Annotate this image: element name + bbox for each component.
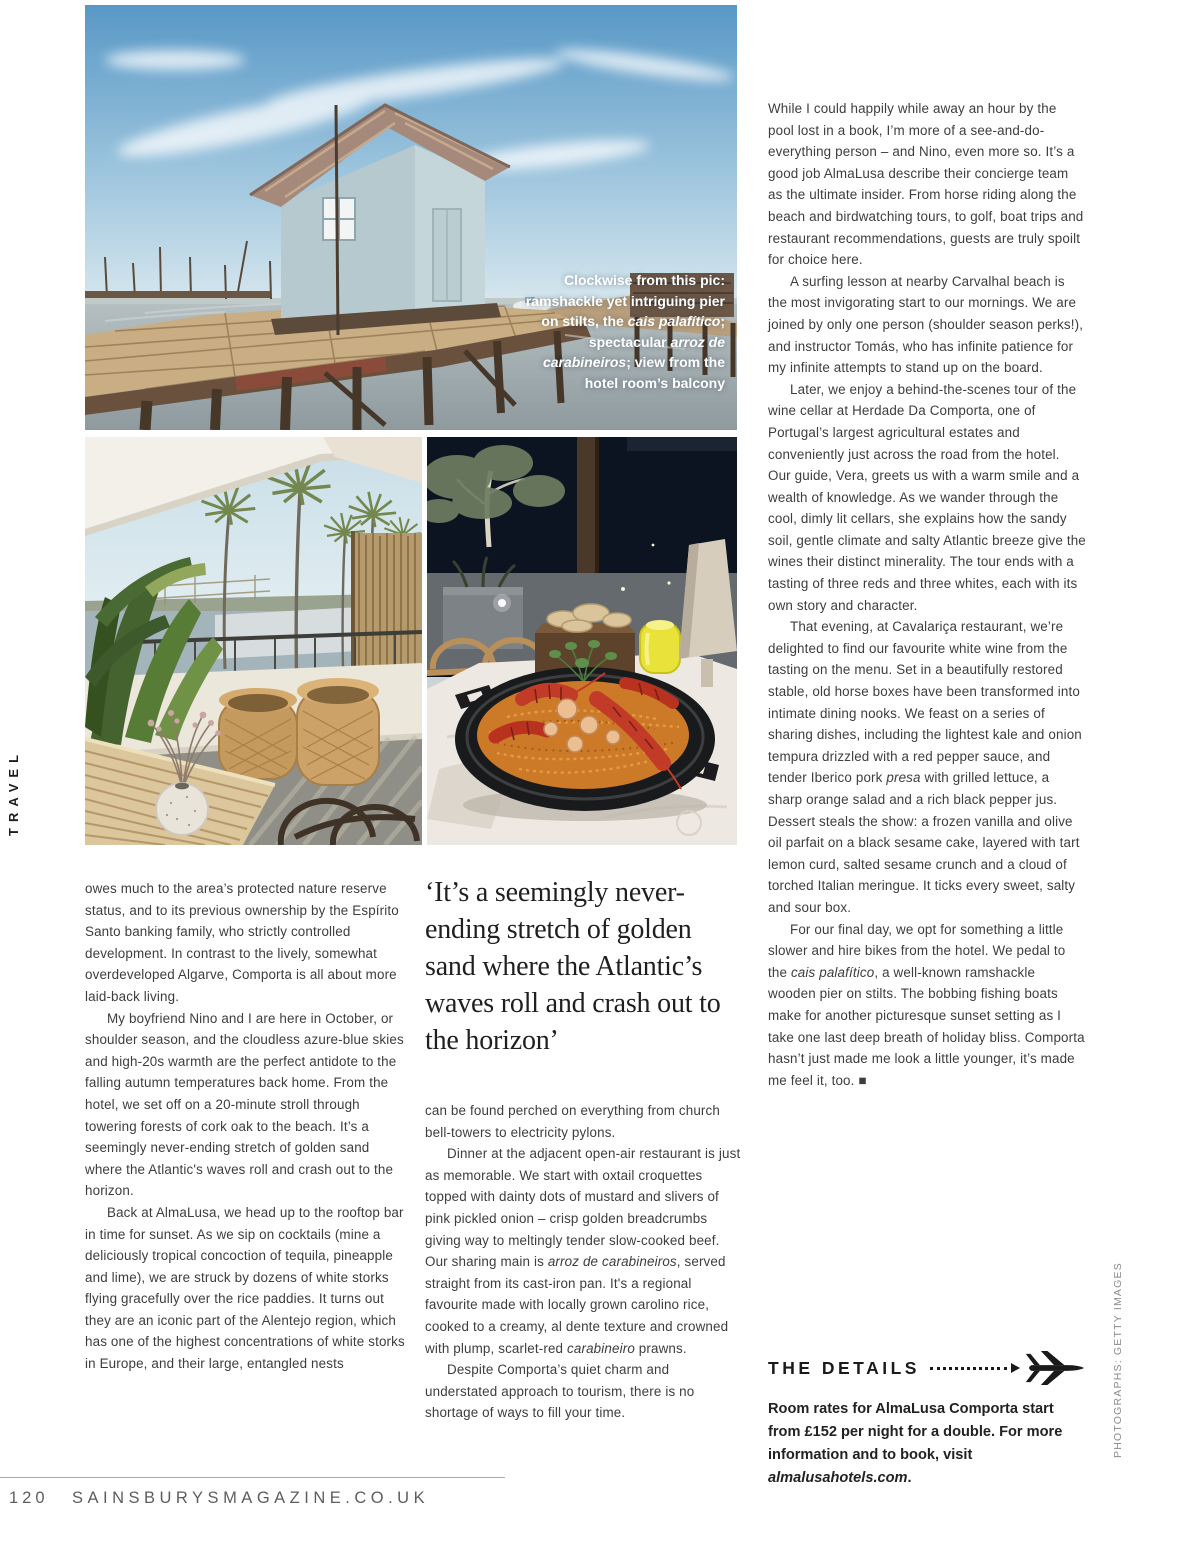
body-paragraph: That evening, at Cavalariça restaurant, we’re delighted to find our favourite white wine from the tasting on the menu. Set in a beautifully restored stable, old horse boxes have been transformed into intimate dining nooks. We feast on a series of sharing dishes, including the lightest kale and onion tempura drizzled with a red pepper sauce, and tender Iberico pork presa with grilled lettuce, a sharp orange salad and a rich black pepper jus. Dessert steals the show: a frozen vanilla and olive oil parfait on a black sesame cake, layered with tart lemon curd, salted sesame crunch and a cloud of torched Italian meringue. It ticks every sweet, salty and sour box. <box>768 619 1082 915</box>
photo-dish <box>427 437 737 845</box>
magazine-website: SAINSBURYSMAGAZINE.CO.UK <box>72 1489 430 1507</box>
airplane-icon <box>1022 1346 1088 1390</box>
body-paragraph: My boyfriend Nino and I are here in October, or shoulder season, and the cloudless azure-blue skies and high-20s warmth are the perfect antidote to the falling autumn temperatures back home. From the hotel, we set off on a 20-minute stroll through towering forests of cork oak to the beach. It’s a seemingly never-ending stretch of golden sand where the Atlantic's waves roll and crash out to the horizon. <box>85 1010 404 1199</box>
photo-credit: PHOTOGRAPHS: GETTY IMAGES <box>1112 1262 1124 1458</box>
pull-quote: ‘It’s a seemingly never-ending stretch of golden sand where the Atlantic’s waves roll and crash out to the horizon’ <box>425 877 721 1056</box>
page-number: 120 <box>9 1489 49 1507</box>
body-column-3 <box>768 98 1086 1091</box>
details-header <box>768 1346 1088 1390</box>
body-paragraph: A surfing lesson at nearby Carvalhal beach is the most invigorating start to our mornings. We are joined by only one person (shoulder season perks!), and instructor Tomás, who has infinite patience for my infinite attempts to stand up on the board. <box>768 273 1084 376</box>
dish-photo-illustration <box>427 437 737 845</box>
body-paragraph: Despite Comporta’s quiet charm and understated approach to tourism, there is no shortage of ways to fill your time. <box>425 1362 695 1421</box>
bamboo-screen <box>351 531 422 675</box>
hero-photo-pier <box>85 5 737 430</box>
hero-caption: Clockwise from this pic: ramshackle yet intriguing pier on stilts, the cais palafítico; spectacular arroz de carabineiros; view from the hotel room’s balcony <box>525 272 725 391</box>
balcony-photo-illustration <box>85 437 422 845</box>
caption-italic: cais palafítico <box>627 313 721 329</box>
arrow-icon <box>1011 1363 1020 1373</box>
photo-balcony <box>85 437 422 845</box>
body-paragraph: For our final day, we opt for something a little slower and hire bikes from the hotel. We pedal to the cais palafítico, a well-known ramshackle wooden pier on stilts. The bobbing fishing boats make for another picturesque sunset setting as I take one last deep breath of holiday bliss. Comporta hasn’t just made me look a little younger, it’s made me feel it, too. ■ <box>768 921 1085 1088</box>
distant-pier-deck <box>85 291 270 298</box>
caption-italic: arroz de carabineiros <box>542 333 725 370</box>
caption-text: Clockwise from this pic: ramshackle yet intriguing pier on stilts, the <box>525 272 725 329</box>
yellow-candle-glass <box>640 620 680 673</box>
body-paragraph: owes much to the area’s protected nature reserve status, and to its previous ownership by the Espírito Santo banking family, who strictly controlled development. In contrast to the lively, somewhat overdeveloped Algarve, Comporta is all about more laid-back living. <box>85 881 399 1004</box>
section-label: TRAVEL <box>6 748 21 836</box>
details-title: THE DETAILS <box>768 1357 920 1378</box>
body-column-2 <box>425 1100 743 1424</box>
body-column-1 <box>85 878 407 1375</box>
spotlight-glow <box>493 594 511 612</box>
dotted-leader <box>930 1367 1007 1370</box>
details-box <box>768 1346 1088 1490</box>
wicker-chairs <box>219 678 379 785</box>
pergola-beam <box>627 437 737 451</box>
body-paragraph: While I could happily while away an hour by the pool lost in a book, I’m more of a see-and-do-everything person – and Nino, even more so. It’s a good job AlmaLusa describe their concierge team as the ultimate insider. From horse riding along the beach and birdwatching tours, to golf, boat trips and restaurant recommendations, guests are truly spoilt for choice here. <box>768 101 1084 268</box>
footer-rule <box>0 1477 505 1478</box>
body-paragraph: can be found perched on everything from church bell-towers to electricity pylons. <box>425 1103 720 1140</box>
body-paragraph: Dinner at the adjacent open-air restaurant is just as memorable. We start with oxtail croquettes topped with dainty dots of mustard and slivers of pink pickled onion – crisp golden breadcrumbs giving way to meltingly tender slow-cooked beef. Our sharing main is arroz de carabineiros, served straight from its cast-iron pan. It's a regional favourite made with locally grown carolino rice, cooked to a creamy, al dente texture and crowned with plump, scarlet-red carabineiro prawns. <box>425 1146 741 1356</box>
body-paragraph: Back at AlmaLusa, we head up to the rooftop bar in time for sunset. As we sip on cocktails (mine a deliciously tropical concoction of tequila, pineapple and lime), we are struck by dozens of white storks flying gracefully over the rice paddies. It turns out they are an iconic part of the Alentejo region, which has one of the highest concentrations of white storks in Europe, and their large, entangled nests <box>85 1204 405 1372</box>
body-paragraph: Later, we enjoy a behind-the-scenes tour of the wine cellar at Herdade Da Comporta, one of Portugal’s largest agricultural estates and conveniently just across the road from the hotel. Our guide, Vera, greets us with a warm smile and a wealth of knowledge. As we wander through the cool, dimly lit cellars, she explains how the sandy soil, gentle climate and salty Atlantic breeze give the wines their distinct minerality. The tour ends with a tasting of three reds and three whites, each with its own story and character. <box>768 381 1086 613</box>
details-text: Room rates for AlmaLusa Comporta start from £152 per night for a double. For more information and to book, visit almalusahotels.com. <box>768 1401 1063 1486</box>
